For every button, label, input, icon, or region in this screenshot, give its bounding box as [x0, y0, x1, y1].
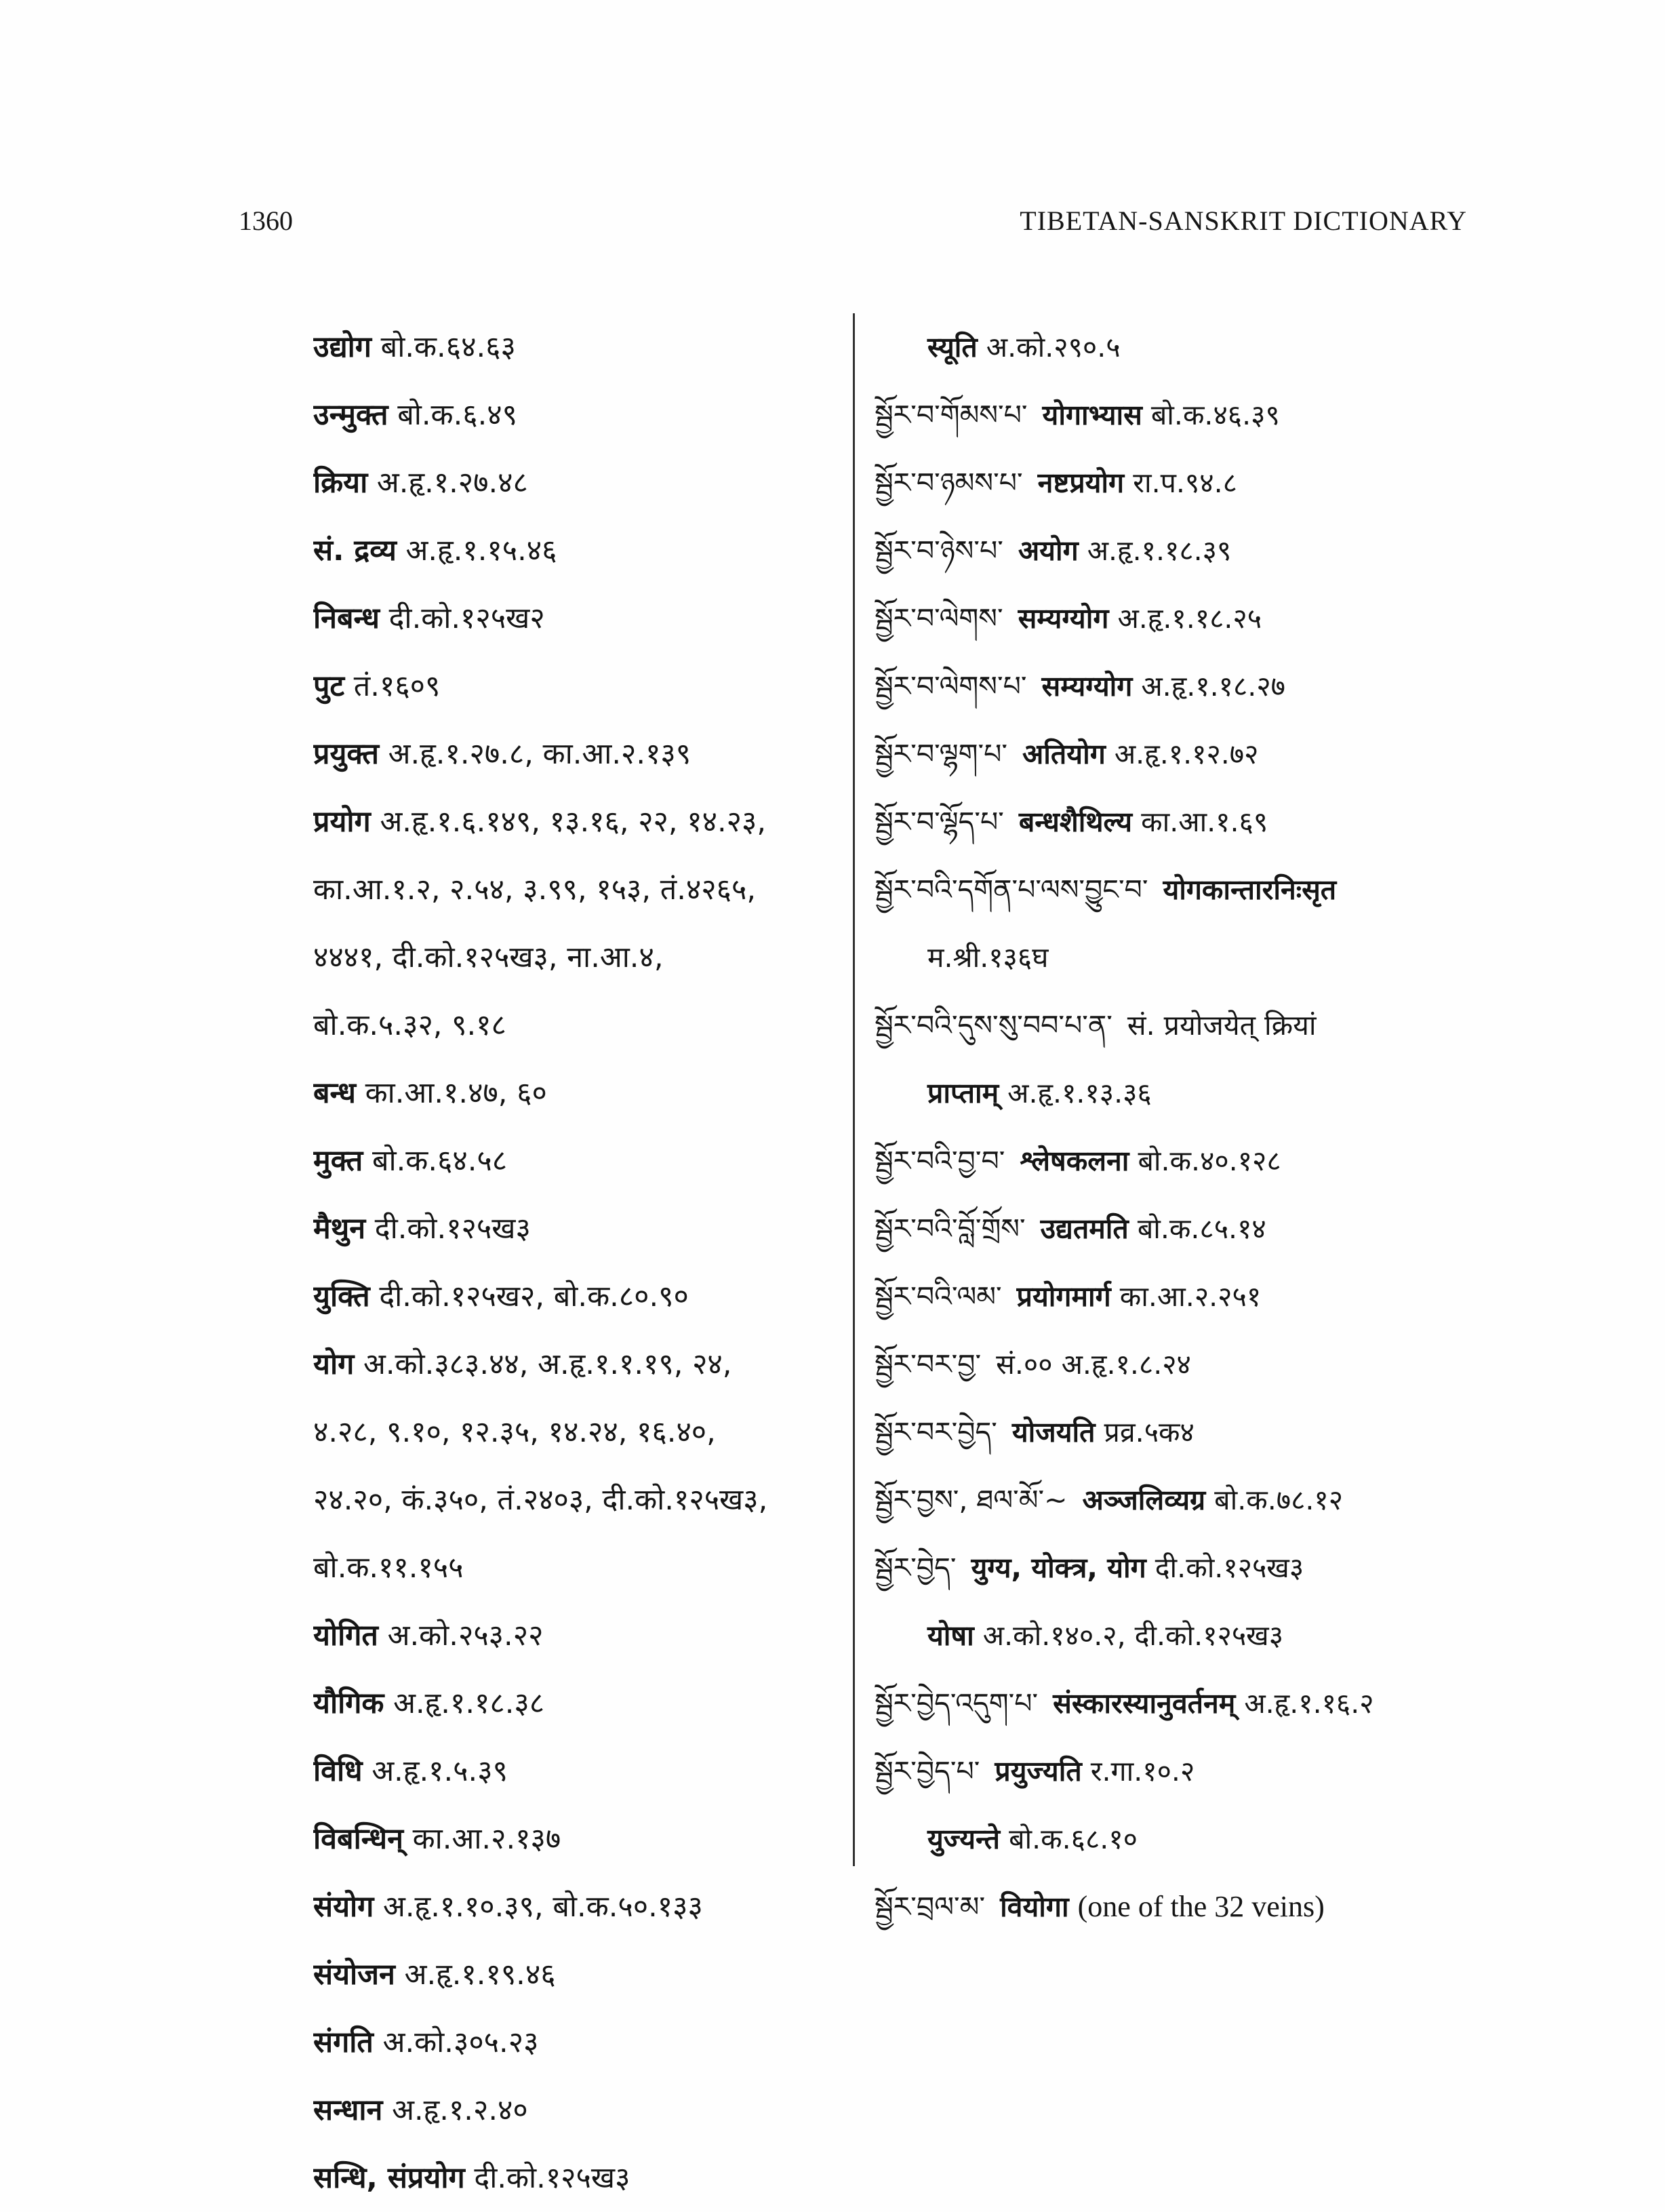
entry-line [313, 1873, 849, 1941]
entry-line [313, 2144, 849, 2212]
sanskrit-term: प्रयुक्त [313, 737, 379, 771]
reference: अ.हृ.१.१८.२५ [1117, 602, 1262, 635]
sanskrit-term: सम्यग्योग [1041, 670, 1133, 703]
reference: अ.हृ.१.१६.२ [1244, 1687, 1374, 1720]
entry-line [875, 1670, 1498, 1737]
entry-line [875, 856, 1498, 924]
sanskrit-term: पुट [313, 669, 345, 703]
reference: तं.१६०९ [353, 669, 441, 703]
reference: अ.हृ.१.१८.३९ [1087, 534, 1232, 567]
column-divider [853, 313, 855, 1866]
tibetan-headword: སྦྱོར་བ་ལྷོད་པ་ [875, 806, 1004, 838]
reference: २४.२०, कं.३५०, तं.२४०३, दी.को.१२५ख३, [313, 1483, 768, 1517]
entry-line [313, 1602, 849, 1670]
reference: अ.को.२५३.२२ [387, 1619, 544, 1653]
entry-line [875, 1737, 1498, 1805]
entry-line [875, 1398, 1498, 1466]
sanskrit-term: संयोग [313, 1890, 374, 1924]
entry-line [875, 1466, 1498, 1534]
entry-line [313, 1534, 849, 1602]
entry-line [313, 1398, 849, 1466]
reference: रा.प.९४.८ [1133, 467, 1237, 499]
entry-line [313, 652, 849, 720]
tibetan-headword: སྦྱོར་བྱེད་འདུག་པ་ [875, 1687, 1039, 1720]
sanskrit-term: विधि [313, 1754, 363, 1788]
reference: म.श्री.१३६घ [927, 941, 1049, 974]
reference: का.आ.१.२, २.५४, ३.९९, १५३, तं.४२६५, [313, 873, 757, 907]
entry-line [313, 720, 849, 788]
reference: बो.क.११.१५५ [313, 1551, 464, 1585]
entry-line [875, 1805, 1498, 1873]
reference: अ.को.३०५.२३ [382, 2026, 539, 2059]
entry-line [875, 1330, 1498, 1398]
entry-line [313, 1263, 849, 1330]
reference: अ.हृ.१.२७.८, का.आ.२.१३९ [388, 737, 691, 771]
sanskrit-term: बन्धशैथिल्य [1018, 806, 1133, 838]
tibetan-headword: སྦྱོར་བྱེད་ [875, 1552, 957, 1584]
entry-line [875, 991, 1498, 1059]
sanskrit-term: विबन्धिन् [313, 1822, 403, 1856]
reference: ४.२८, ९.१०, १२.३५, १४.२४, १६.४०, [313, 1415, 716, 1449]
entry-line [313, 1466, 849, 1534]
sanskrit-term: बन्ध [313, 1076, 356, 1110]
reference: अ.को.३८३.४४, अ.हृ.१.१.१९, २४, [363, 1347, 732, 1381]
reference: अ.को.१४०.२, दी.को.१२५ख३ [982, 1619, 1284, 1652]
tibetan-headword: སྦྱོར་བ་ལྷག་པ་ [875, 738, 1007, 770]
entry-line [875, 720, 1498, 788]
sanskrit-term: सम्यग्योग [1018, 602, 1109, 635]
reference: प्रव्र.५क४ [1104, 1416, 1195, 1448]
page-header [239, 205, 1467, 259]
entry-line [313, 1805, 849, 1873]
tibetan-headword: སྦྱོར་བྱས་, ཐལ་མོ་~ [875, 1484, 1068, 1516]
sanskrit-term: सन्धान [313, 2093, 383, 2127]
entry-line [313, 517, 849, 585]
entry-line [313, 991, 849, 1059]
entry-line [313, 2009, 849, 2076]
entry-line [313, 1059, 849, 1127]
reference: का.आ.१.४७, ६० [365, 1076, 547, 1110]
sanskrit-term: यौगिक [313, 1686, 384, 1720]
reference: दी.को.१२५ख२, बो.क.८०.९० [379, 1280, 689, 1314]
entry-line [875, 1263, 1498, 1330]
sanskrit-term: संयोजन [313, 1958, 395, 1992]
sanskrit-term: योगाभ्यास [1042, 399, 1142, 431]
reference: ४४४१, दी.को.१२५ख३, ना.आ.४, [313, 941, 664, 974]
tibetan-headword: སྦྱོར་བར་བྱེད་ [875, 1416, 997, 1448]
entry-line [875, 1059, 1498, 1127]
entry-line [875, 517, 1498, 585]
sanskrit-term: वियोगा [1000, 1891, 1069, 1923]
tibetan-headword: སྦྱོར་བ་ཉེས་པ་ [875, 534, 1003, 567]
entry-line [875, 449, 1498, 517]
entry-line [313, 1330, 849, 1398]
entry-line [313, 585, 849, 652]
reference: बो.क.४६.३९ [1150, 399, 1280, 431]
tibetan-headword: སྦྱོར་བྲལ་མ་ [875, 1891, 986, 1923]
reference: का.आ.१.६९ [1141, 806, 1268, 838]
reference: बो.क.६४.६३ [380, 330, 516, 364]
entry-line [875, 381, 1498, 449]
sanskrit-term: प्राप्ताम् [927, 1077, 999, 1109]
entry-line [875, 585, 1498, 652]
reference: अ.हृ.१.२७.४८ [376, 466, 528, 500]
reference: दी.को.१२५ख३ [374, 1212, 531, 1246]
sanskrit-term: प्रयुज्यति [995, 1755, 1082, 1788]
reference: का.आ.२.२५१ [1119, 1280, 1262, 1313]
sanskrit-term: अञ्जलिव्यग्र [1082, 1484, 1206, 1516]
reference: अ.हृ.१.१८.३८ [393, 1686, 545, 1720]
reference: अ.हृ.१.५.३९ [372, 1754, 508, 1788]
reference: सं.०० अ.हृ.१.८.२४ [996, 1348, 1191, 1381]
entry-line [875, 924, 1498, 991]
entry-line [313, 788, 849, 856]
entry-line [875, 1195, 1498, 1263]
reference: अ.हृ.१.२.४० [392, 2093, 528, 2127]
entry-line [313, 381, 849, 449]
sanskrit-term: सं. द्रव्य [313, 534, 397, 568]
tibetan-headword: སྦྱོར་བའི་དུས་སུ་བབ་པ་ན་ [875, 1009, 1112, 1042]
entry-line [313, 313, 849, 381]
tibetan-headword: སྦྱོར་བྱེད་པ་ [875, 1755, 980, 1788]
reference: अ.हृ.१.१२.७२ [1114, 738, 1259, 770]
tibetan-headword: སྦྱོར་བའི་དགོན་པ་ལས་བྱུང་བ་ [875, 873, 1148, 906]
left-column [313, 313, 849, 2212]
sanskrit-term: मुक्त [313, 1144, 363, 1178]
entry-line [875, 1127, 1498, 1195]
reference: बो.क.८५.१४ [1137, 1212, 1266, 1245]
entry-line [313, 449, 849, 517]
reference: का.आ.२.१३७ [412, 1822, 561, 1856]
entry-line [313, 1737, 849, 1805]
sanskrit-term: योजयति [1011, 1416, 1096, 1448]
entry-line [875, 788, 1498, 856]
entry-line [875, 1602, 1498, 1670]
entry-line [313, 1670, 849, 1737]
english-gloss: (one of the 32 veins) [1077, 1890, 1325, 1923]
entry-line [875, 1873, 1498, 1941]
reference: अ.हृ.१.१३.३६ [1007, 1077, 1152, 1109]
reference: बो.क.५.३२, ९.१८ [313, 1008, 506, 1042]
sanskrit-term: अयोग [1018, 534, 1079, 567]
reference: बो.क.६८.१० [1009, 1823, 1138, 1855]
right-column [875, 313, 1498, 1941]
sanskrit-term: योगकान्तारनिःसृत [1163, 873, 1337, 906]
sanskrit-term: स्यूति [927, 331, 978, 363]
sanskrit-term: मैथुन [313, 1212, 366, 1246]
entry-line [313, 856, 849, 924]
tibetan-headword: སྦྱོར་བའི་ལམ་ [875, 1280, 1002, 1313]
reference: बो.क.६४.५८ [372, 1144, 508, 1178]
sanskrit-term: निबन्ध [313, 601, 380, 635]
reference: बो.क.४०.१२८ [1138, 1145, 1281, 1177]
sanskrit-term: उद्योग [313, 330, 372, 364]
sanskrit-term: युज्यन्ते [927, 1823, 1001, 1855]
reference: अ.हृ.१.१९.४६ [404, 1958, 556, 1992]
reference: दी.को.१२५ख२ [388, 601, 545, 635]
entry-line [875, 1534, 1498, 1602]
running-head: TIBETAN-SANSKRIT DICTIONARY [1020, 205, 1467, 236]
sanskrit-term: संगति [313, 2026, 374, 2059]
sanskrit-term: सन्धि, संप्रयोग [313, 2161, 465, 2195]
reference: अ.हृ.१.१५.४६ [405, 534, 557, 568]
reference: सं. प्रयोजयेत् क्रियां [1127, 1009, 1317, 1042]
reference: दी.को.१२५ख३ [474, 2161, 630, 2195]
sanskrit-term: योगित [313, 1619, 378, 1653]
reference: दी.को.१२५ख३ [1155, 1552, 1304, 1584]
sanskrit-term: संस्कारस्यानुवर्तनम् [1053, 1687, 1236, 1720]
reference: बो.क.७८.१२ [1214, 1484, 1344, 1516]
reference: अ.हृ.१.१०.३९, बो.क.५०.१३३ [383, 1890, 703, 1924]
tibetan-headword: སྦྱོར་བའི་བྱ་བ་ [875, 1145, 1005, 1177]
sanskrit-term: योग [313, 1347, 355, 1381]
sanskrit-term: उद्यतमति [1040, 1212, 1129, 1245]
tibetan-headword: སྦྱོར་བ་ཉམས་པ་ [875, 467, 1023, 499]
page-number: 1360 [239, 205, 293, 236]
reference: अ.को.२९०.५ [986, 331, 1121, 363]
tibetan-headword: སྦྱོར་བ་ལེགས་པ་ [875, 670, 1027, 703]
sanskrit-term: श्लेषकलना [1020, 1145, 1129, 1177]
entry-line [875, 313, 1498, 381]
reference: अ.हृ.१.१८.२७ [1141, 670, 1285, 703]
entry-line [313, 1195, 849, 1263]
entry-line [313, 924, 849, 991]
sanskrit-term: युक्ति [313, 1280, 370, 1314]
tibetan-headword: སྦྱོར་བའི་བློ་གྲོས་ [875, 1212, 1026, 1245]
reference: बो.क.६.४९ [397, 398, 517, 432]
sanskrit-term: अतियोग [1022, 738, 1106, 770]
entry-line [313, 2076, 849, 2144]
entry-line [313, 1127, 849, 1195]
sanskrit-term: नष्टप्रयोग [1037, 467, 1125, 499]
entry-line [875, 652, 1498, 720]
reference: र.गा.१०.२ [1090, 1755, 1195, 1788]
sanskrit-term: प्रयोग [313, 805, 371, 839]
reference: अ.हृ.१.६.१४९, १३.१६, २२, १४.२३, [380, 805, 767, 839]
tibetan-headword: སྦྱོར་བར་བྱ་ [875, 1348, 982, 1381]
sanskrit-term: योषा [927, 1619, 974, 1652]
sanskrit-term: उन्मुक्त [313, 398, 388, 432]
sanskrit-term: क्रिया [313, 466, 368, 500]
sanskrit-term: युग्य, योक्त्र, योग [971, 1552, 1146, 1584]
tibetan-headword: སྦྱོར་བ་གོམས་པ་ [875, 399, 1028, 431]
entry-line [313, 1941, 849, 2009]
sanskrit-term: प्रयोगमार्ग [1016, 1280, 1111, 1313]
tibetan-headword: སྦྱོར་བ་ལེགས་ [875, 602, 1003, 635]
